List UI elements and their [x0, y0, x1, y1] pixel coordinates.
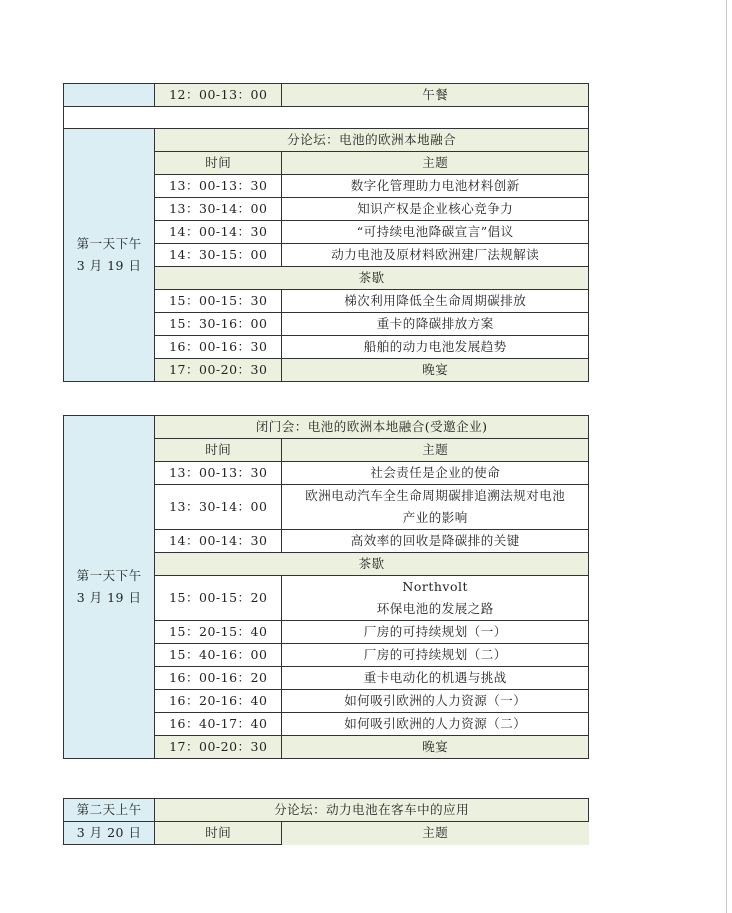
topic-cell: 重卡电动化的机遇与挑战: [282, 667, 589, 690]
column-header-time: 时间: [155, 822, 282, 845]
session-title: 分论坛：电池的欧洲本地融合: [155, 129, 589, 152]
forum-table-1: [63, 128, 589, 382]
topic-cell: 船舶的动力电池发展趋势: [282, 336, 589, 359]
time-cell: 15：30-16：00: [155, 313, 282, 336]
column-header-time: 时间: [155, 152, 282, 175]
time-cell: 13：30-14：00: [155, 485, 282, 530]
time-cell: 14：00-14：30: [155, 221, 282, 244]
time-cell: 13：00-13：30: [155, 462, 282, 485]
time-cell: 12：00-13：00: [155, 84, 282, 107]
table-row: [64, 129, 589, 152]
day-label: 第一天下午 3 月 19 日: [64, 129, 155, 382]
time-cell: 17：00-20：30: [155, 736, 282, 759]
lunch-table: [63, 83, 589, 130]
column-header-topic: 主题: [282, 439, 589, 462]
topic-cell: 厂房的可持续规划（一）: [282, 621, 589, 644]
topic-cell: 动力电池及原材料欧洲建厂法规解读: [282, 244, 589, 267]
closed-session-table: [63, 415, 589, 759]
blank-cell: [64, 107, 589, 130]
day-label-line1: 第二天上午: [64, 799, 155, 822]
side-cell: [64, 84, 155, 107]
dinner-label: 晚宴: [282, 736, 589, 759]
time-cell: 15：00-15：30: [155, 290, 282, 313]
lunch-label: 午餐: [282, 84, 589, 107]
topic-cell: 厂房的可持续规划（二）: [282, 644, 589, 667]
topic-cell: 梯次利用降低全生命周期碳排放: [282, 290, 589, 313]
table-row: [64, 416, 589, 439]
session-title: 闭门会：电池的欧洲本地融合(受邀企业): [155, 416, 589, 439]
time-cell: 15：40-16：00: [155, 644, 282, 667]
time-cell: 13：30-14：00: [155, 198, 282, 221]
table-row: [64, 799, 589, 822]
spacer-row: [64, 107, 589, 130]
dinner-label: 晚宴: [282, 359, 589, 382]
topic-cell: 欧洲电动汽车全生命周期碳排追溯法规对电池 产业的影响: [282, 485, 589, 530]
topic-cell: “可持续电池降碳宣言”倡议: [282, 221, 589, 244]
column-header-topic: 主题: [282, 822, 589, 845]
page-edge: [726, 0, 727, 913]
table-row: [64, 84, 589, 107]
session-title: 分论坛：动力电池在客车中的应用: [155, 799, 589, 822]
time-cell: 17：00-20：30: [155, 359, 282, 382]
time-cell: 14：00-14：30: [155, 530, 282, 553]
time-cell: 16：40-17：40: [155, 713, 282, 736]
topic-cell: 高效率的回收是降碳排的关键: [282, 530, 589, 553]
topic-cell: Northvolt 环保电池的发展之路: [282, 576, 589, 621]
header-row: [64, 822, 589, 845]
time-cell: 13：00-13：30: [155, 175, 282, 198]
tea-break: 茶歇: [155, 553, 589, 576]
time-cell: 15：00-15：20: [155, 576, 282, 621]
topic-cell: 数字化管理助力电池材料创新: [282, 175, 589, 198]
forum-table-2: [63, 798, 589, 845]
topic-cell: 重卡的降碳排放方案: [282, 313, 589, 336]
column-header-time: 时间: [155, 439, 282, 462]
time-cell: 16：00-16：20: [155, 667, 282, 690]
tea-break: 茶歇: [155, 267, 589, 290]
topic-cell: 知识产权是企业核心竞争力: [282, 198, 589, 221]
topic-cell: 如何吸引欧洲的人力资源（二）: [282, 713, 589, 736]
day-label-line2: 3 月 20 日: [64, 822, 155, 845]
time-cell: 16：20-16：40: [155, 690, 282, 713]
time-cell: 15：20-15：40: [155, 621, 282, 644]
time-cell: 14：30-15：00: [155, 244, 282, 267]
topic-cell: 如何吸引欧洲的人力资源（一）: [282, 690, 589, 713]
column-header-topic: 主题: [282, 152, 589, 175]
day-label: 第一天下午 3 月 19 日: [64, 416, 155, 759]
time-cell: 16：00-16：30: [155, 336, 282, 359]
topic-cell: 社会责任是企业的使命: [282, 462, 589, 485]
